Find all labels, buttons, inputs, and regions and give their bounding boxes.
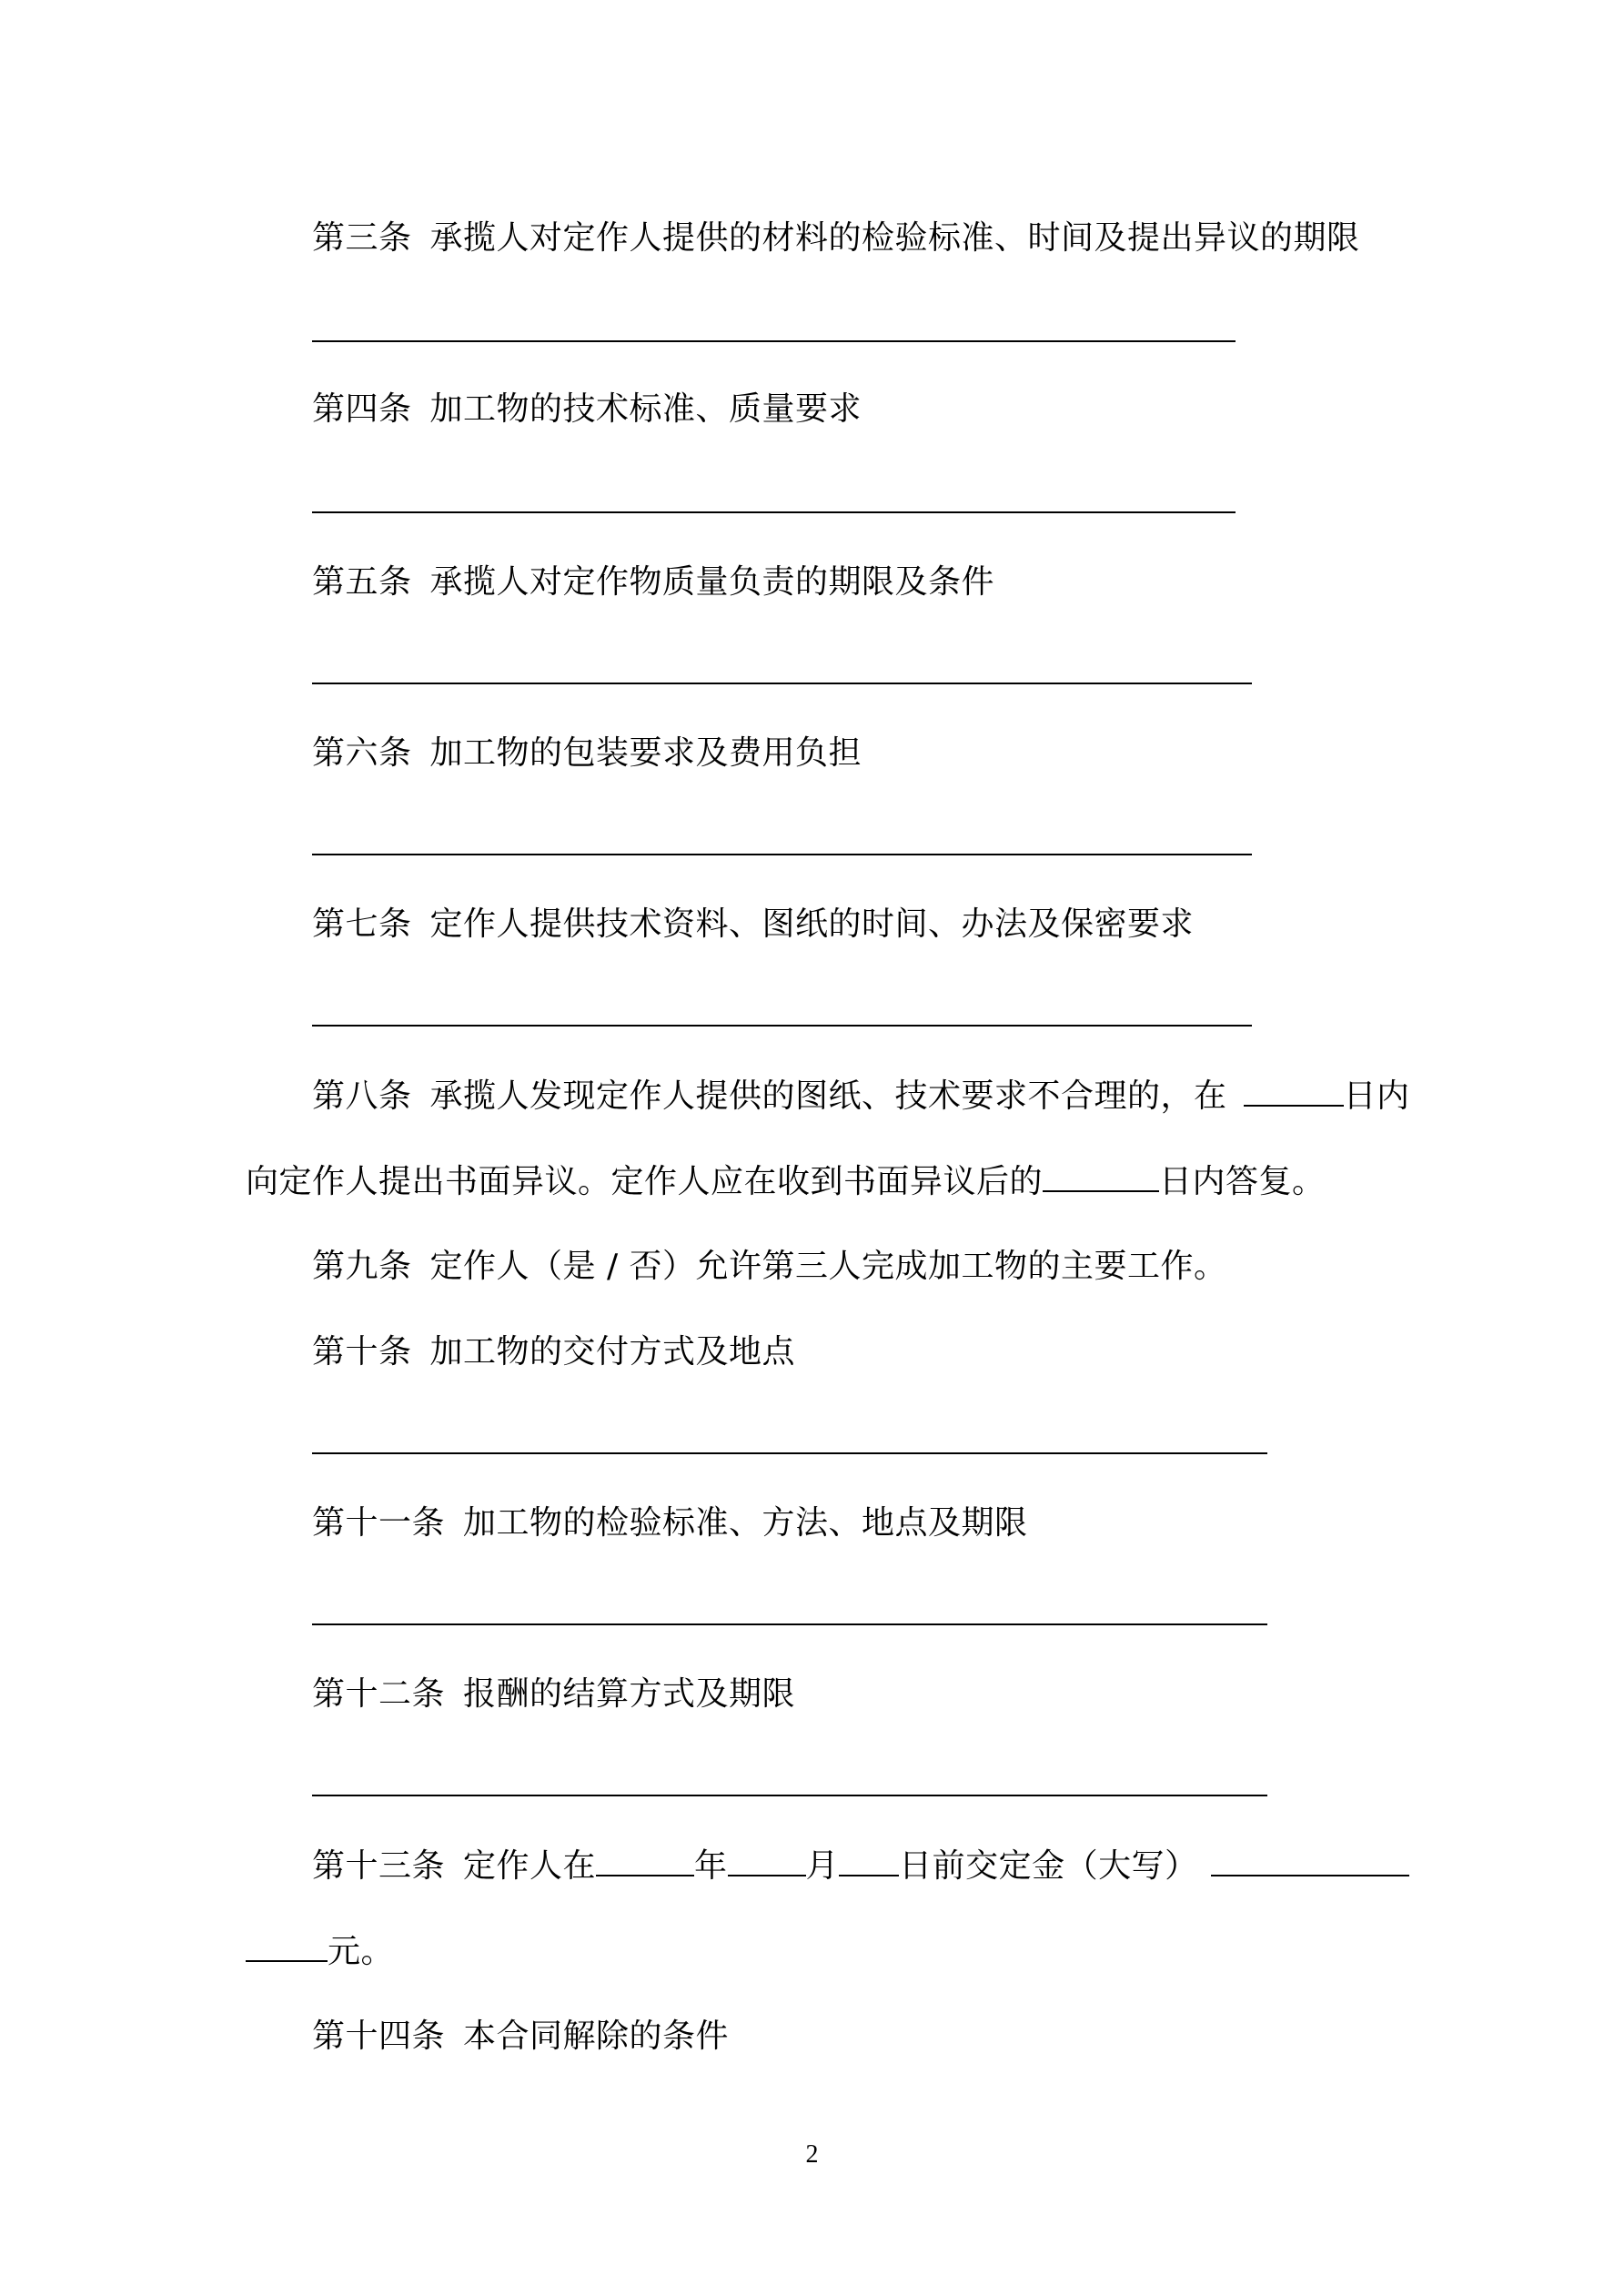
article-title: 定作人（是 / 否）允许第三人完成加工物的主要工作。	[429, 1248, 1227, 1285]
fill-in-line[interactable]	[312, 340, 1236, 342]
fill-in-line[interactable]	[312, 854, 1252, 855]
article-number: 第十二条	[312, 1675, 446, 1713]
article-title: 承揽人对定作物质量负责的期限及条件	[429, 563, 995, 601]
deposit-amount-blank[interactable]	[1211, 1846, 1409, 1876]
article-8-line-2	[246, 1161, 1326, 1202]
fill-in-line[interactable]	[312, 1623, 1267, 1625]
article-5	[312, 562, 994, 602]
fill-in-line[interactable]	[312, 1452, 1267, 1454]
fill-in-line[interactable]	[312, 1795, 1267, 1796]
article-10	[312, 1332, 795, 1372]
article-text-suffix: 日内	[1343, 1077, 1410, 1115]
article-8-line-1	[312, 1076, 1410, 1117]
article-number: 第十条	[312, 1333, 412, 1371]
days-blank[interactable]	[1043, 1161, 1159, 1192]
article-title: 加工物的包装要求及费用负担	[429, 734, 862, 772]
article-title: 报酬的结算方式及期限	[463, 1675, 796, 1713]
article-number: 第十一条	[312, 1504, 446, 1542]
article-number: 第三条	[312, 219, 412, 257]
article-number: 第十四条	[312, 2018, 446, 2055]
article-text: 向定作人提出书面异议。定作人应在收到书面异议后的	[246, 1163, 1044, 1200]
year-label: 年	[694, 1847, 728, 1885]
month-label: 月	[805, 1847, 840, 1885]
article-title: 定作人提供技术资料、图纸的时间、办法及保密要求	[429, 905, 1195, 943]
article-14	[312, 2017, 729, 2057]
article-4	[312, 389, 862, 430]
article-number: 第九条	[312, 1248, 412, 1285]
article-number: 第七条	[312, 905, 412, 943]
article-title: 本合同解除的条件	[463, 2018, 730, 2055]
year-blank[interactable]	[596, 1846, 694, 1876]
deposit-amount-blank-continued[interactable]	[246, 1931, 328, 1962]
article-title: 承揽人对定作人提供的材料的检验标准、时间及提出异议的期限	[429, 219, 1360, 257]
article-13-line-1	[312, 1846, 1409, 1886]
article-number: 第八条	[312, 1077, 412, 1115]
article-9	[312, 1247, 1227, 1287]
days-blank[interactable]	[1244, 1076, 1344, 1107]
day-blank[interactable]	[839, 1846, 899, 1876]
month-blank[interactable]	[728, 1846, 806, 1876]
page-number: 2	[805, 2140, 819, 2169]
article-number: 第五条	[312, 563, 412, 601]
article-title: 加工物的检验标准、方法、地点及期限	[463, 1504, 1028, 1542]
article-7	[312, 905, 1194, 945]
fill-in-line[interactable]	[312, 511, 1236, 513]
article-12	[312, 1674, 795, 1714]
article-text-suffix: 日内答复。	[1159, 1163, 1326, 1200]
article-number: 第四条	[312, 390, 412, 428]
article-title: 加工物的交付方式及地点	[429, 1333, 796, 1371]
article-11	[312, 1503, 1028, 1543]
article-6	[312, 733, 862, 774]
article-text: 定作人在	[463, 1847, 597, 1885]
yuan-label: 元。	[328, 1933, 395, 1970]
article-text: 承揽人发现定作人提供的图纸、技术要求不合理的，在	[429, 1077, 1227, 1115]
article-3	[312, 218, 1360, 258]
article-number: 第十三条	[312, 1847, 446, 1885]
article-13-line-2	[246, 1931, 394, 1972]
day-text: 日前交定金（大写）	[899, 1847, 1198, 1885]
article-title: 加工物的技术标准、质量要求	[429, 390, 862, 428]
fill-in-line[interactable]	[312, 1025, 1252, 1027]
article-number: 第六条	[312, 734, 412, 772]
fill-in-line[interactable]	[312, 683, 1252, 684]
